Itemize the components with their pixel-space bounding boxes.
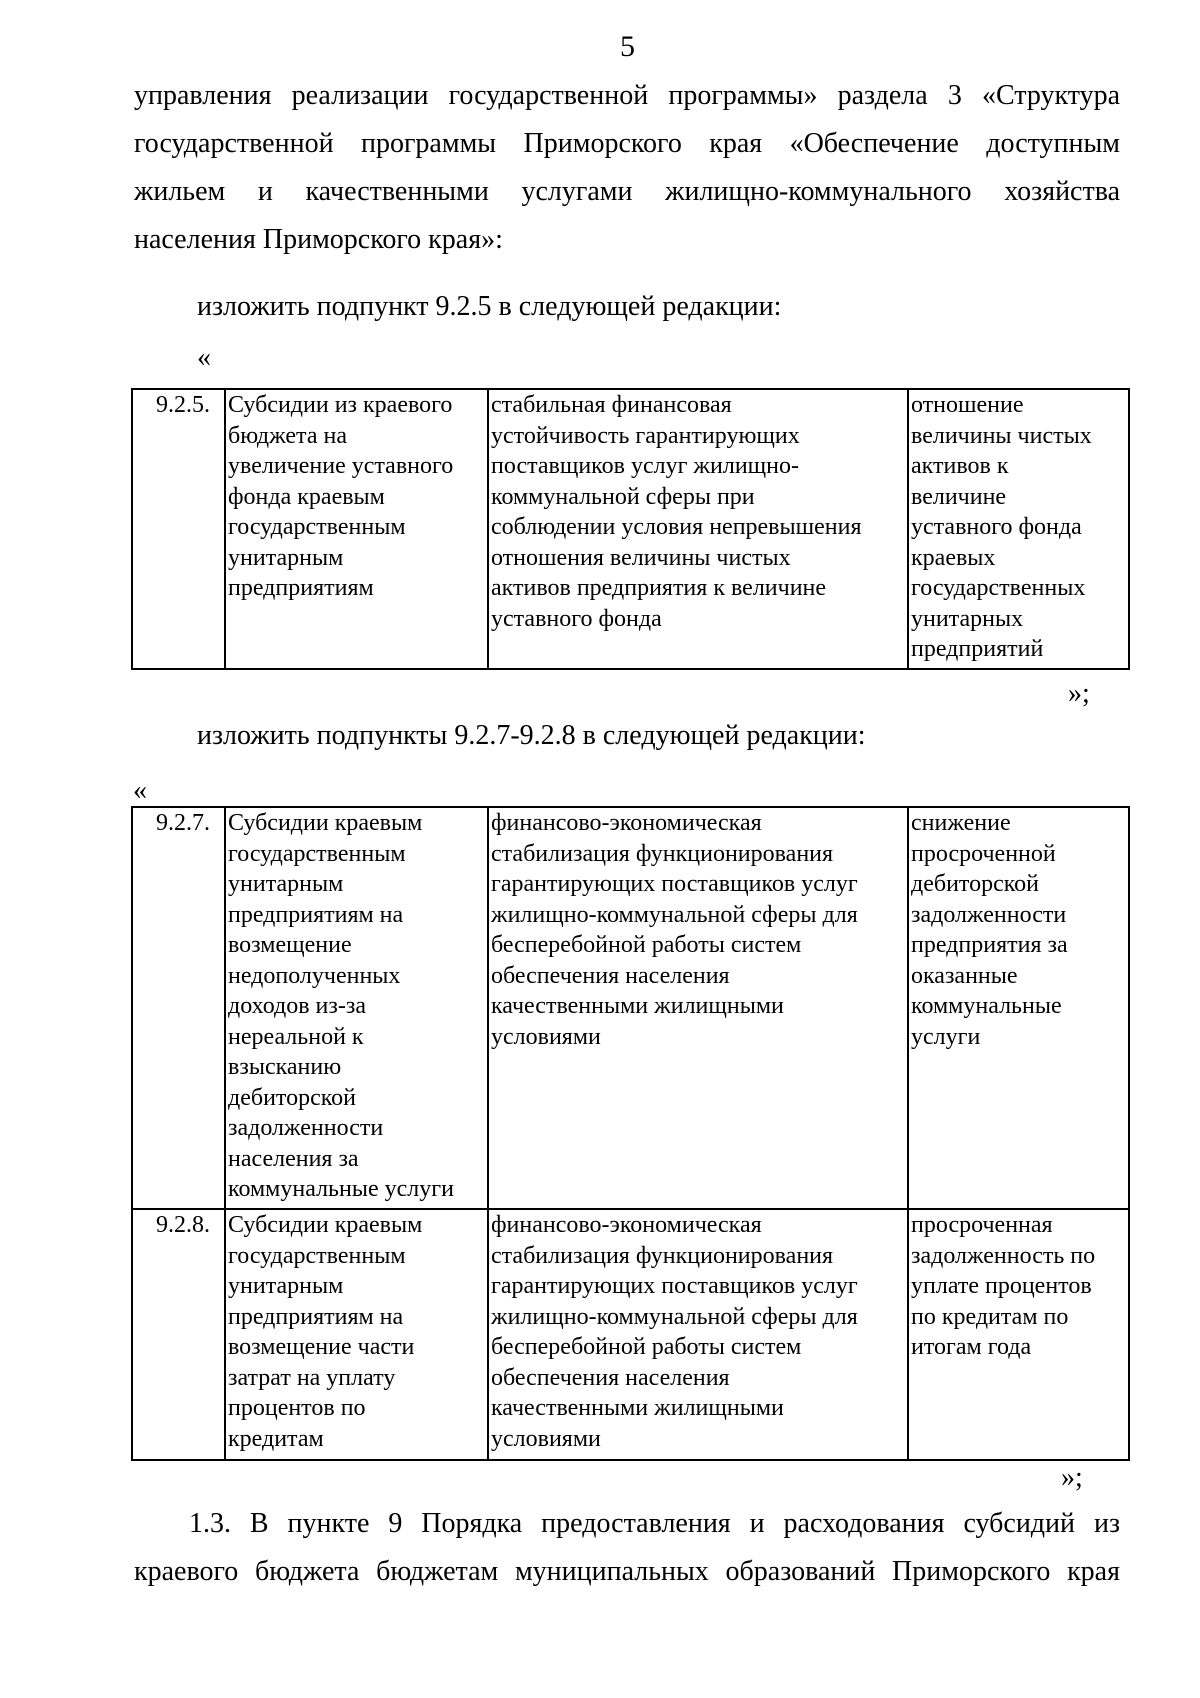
measure-goal: стабильная финансовая устойчивость гарантирующих поставщиков услуг жилищно- коммунальной сферы при соблюдении условия непревышения отношения величины чистых активов предприятия к величине уставного фонда <box>488 389 908 669</box>
intro-line: жильем и качественными услугами жилищно-коммунального хозяйства <box>134 176 1120 207</box>
measure-indicator: снижение просроченной дебиторской задолженности предприятия за оказанные коммунальные услуги <box>908 807 1129 1209</box>
table-row <box>132 1209 1129 1460</box>
instruction-1: изложить подпункт 9.2.5 в следующей редакции: <box>197 291 782 322</box>
final-line: краевого бюджета бюджетам муниципальных образований Приморского края <box>134 1556 1120 1587</box>
final-line: 1.3. В пункте 9 Порядка предоставления и расходования субсидий из <box>189 1508 1120 1539</box>
final-paragraph <box>134 1500 1120 1596</box>
table-row <box>132 807 1129 1209</box>
table-subitems-9-2-7-9-2-8 <box>131 806 1130 1461</box>
measure-goal: финансово-экономическая стабилизация функционирования гарантирующих поставщиков услуг жилищно-коммунальной сферы для бесперебойной работы систем обеспечения населения качественными жилищными условиями <box>488 807 908 1209</box>
intro-line: населения Приморского края»: <box>134 224 503 255</box>
close-quote-1: »; <box>1068 678 1090 709</box>
open-quote-2: « <box>133 775 147 806</box>
instruction-2: изложить подпункты 9.2.7-9.2.8 в следующей редакции: <box>197 720 866 751</box>
row-number: 9.2.5. <box>132 389 225 669</box>
measure-name: Субсидии краевым государственным унитарным предприятиям на возмещение недополученных доходов из-за нереальной к взысканию дебиторской задолженности населения за коммунальные услуги <box>225 807 488 1209</box>
measure-goal: финансово-экономическая стабилизация функционирования гарантирующих поставщиков услуг жилищно-коммунальной сферы для бесперебойной работы систем обеспечения населения качественными жилищными условиями <box>488 1209 908 1460</box>
row-number: 9.2.7. <box>132 807 225 1209</box>
open-quote-1: « <box>197 342 211 373</box>
measure-name: Субсидии краевым государственным унитарным предприятиям на возмещение части затрат на уплату процентов по кредитам <box>225 1209 488 1460</box>
close-quote-2: »; <box>1061 1462 1083 1493</box>
measure-name: Субсидии из краевого бюджета на увеличение уставного фонда краевым государственным унитарным предприятиям <box>225 389 488 669</box>
intro-paragraph <box>134 72 1120 264</box>
measure-indicator: просроченная задолженность по уплате процентов по кредитам по итогам года <box>908 1209 1129 1460</box>
table-row <box>132 389 1129 669</box>
measure-indicator: отношение величины чистых активов к величине уставного фонда краевых государственных унитарных предприятий <box>908 389 1129 669</box>
intro-line: государственной программы Приморского края «Обеспечение доступным <box>134 128 1120 159</box>
row-number: 9.2.8. <box>132 1209 225 1460</box>
intro-line: управления реализации государственной программы» раздела 3 «Структура <box>134 80 1120 111</box>
page-number: 5 <box>620 30 635 63</box>
table-subitem-9-2-5 <box>131 388 1130 670</box>
